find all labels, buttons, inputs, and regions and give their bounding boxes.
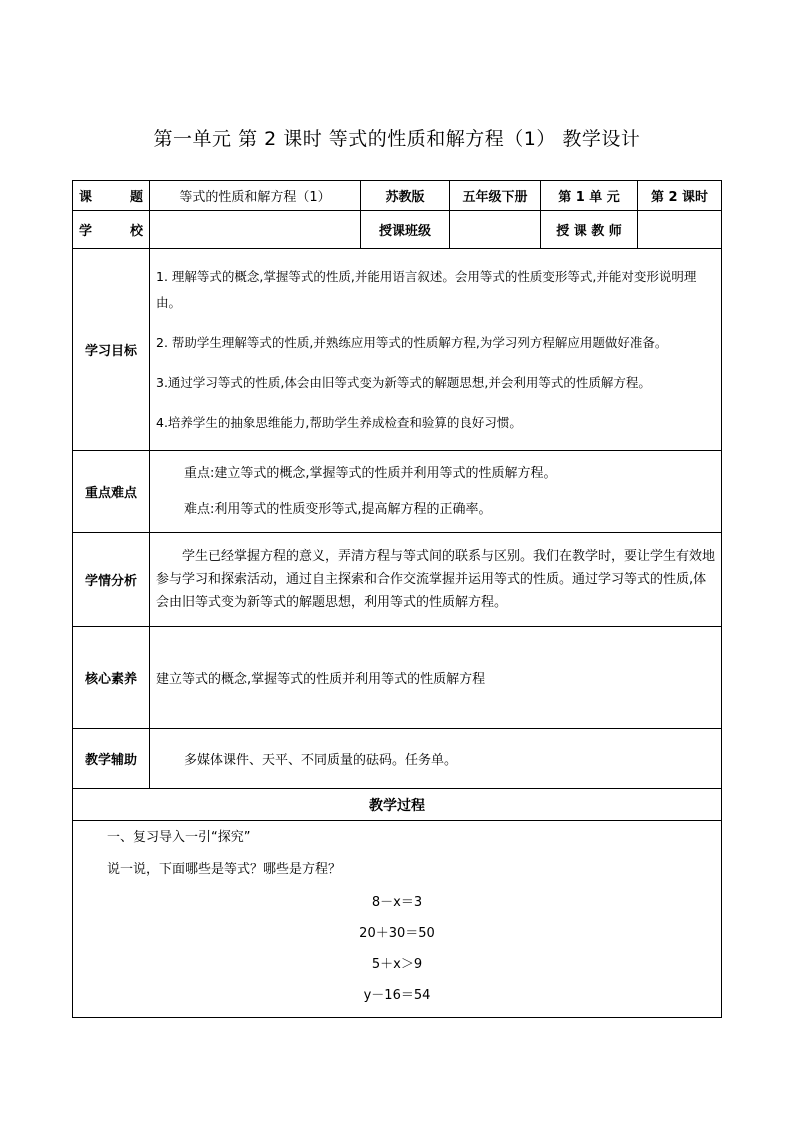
row-core [73,627,722,729]
process-heading: 教学过程 [73,789,722,821]
publisher: 苏教版 [361,181,450,211]
objective-item: 1. 理解等式的概念,掌握等式的性质,并能用语言叙述。会用等式的性质变形等式,并能对变形说明理由。 [156,268,697,310]
objective-item: 2. 帮助学生理解等式的性质,并熟练应用等式的性质解方程,为学习列方程解应用题做好准备。 [156,334,668,350]
process-content [73,821,722,1018]
objective-item: 3.通过学习等式的性质,体会由旧等式变为新等式的解题思想,并会利用等式的性质解方程。 [156,374,651,390]
school-value [150,211,361,249]
key-point: 重点:建立等式的概念,掌握等式的性质并利用等式的性质解方程。 [184,465,557,481]
objectives-content [150,249,722,451]
aids-text: 多媒体课件、天平、不同质量的砝码。任务单。 [150,729,722,789]
grade: 五年级下册 [450,181,541,211]
difficulty-point: 难点:利用等式的性质变形等式,提高解方程的正确率。 [184,501,492,517]
objectives-label: 学习目标 [73,249,150,451]
topic-value: 等式的性质和解方程（1） [150,181,361,211]
row-topic [73,181,722,211]
core-text: 建立等式的概念,掌握等式的性质并利用等式的性质解方程 [150,627,722,729]
lesson: 第 2 课时 [638,181,722,211]
row-analysis [73,533,722,627]
analysis-text: 学生已经掌握方程的意义，弄清方程与等式间的联系与区别。我们在教学时，要让学生有效地参与学习和探索活动，通过自主探索和合作交流掌握并运用等式的性质。通过学习等式的性质,体会由旧等式变为新等式的解题思想，利用等式的性质解方程。 [150,533,722,627]
equation: 20＋30＝50 [359,926,435,941]
topic-label: 课 题 [73,181,150,211]
teacher-value [638,211,722,249]
lesson-plan-table [72,180,722,1018]
class-value [450,211,541,249]
page-title: 第一单元 第 2 课时 等式的性质和解方程（1） 教学设计 [153,128,641,150]
key-points-content [150,451,722,533]
school-label: 学 校 [73,211,150,249]
aids-label: 教学辅助 [73,729,150,789]
row-objectives [73,249,722,451]
row-aids [73,729,722,789]
row-school [73,211,722,249]
row-key-points [73,451,722,533]
objective-item: 4.培养学生的抽象思维能力,帮助学生养成检查和验算的良好习惯。 [156,414,522,430]
key-points-label: 重点难点 [73,451,150,533]
unit: 第 1 单 元 [541,181,638,211]
row-process [73,821,722,1018]
row-process-heading [73,789,722,821]
core-label: 核心素养 [73,627,150,729]
process-section-title: 一、复习导入一引“探究” [107,830,251,845]
class-label: 授课班级 [361,211,450,249]
teacher-label: 授 课 教 师 [541,211,638,249]
process-prompt: 说一说，下面哪些是等式？哪些是方程？ [107,862,342,877]
analysis-label: 学情分析 [73,533,150,627]
equation: 5＋x＞9 [371,957,423,972]
equation: 8－x＝3 [371,895,423,910]
equation: y－16＝54 [363,988,431,1003]
